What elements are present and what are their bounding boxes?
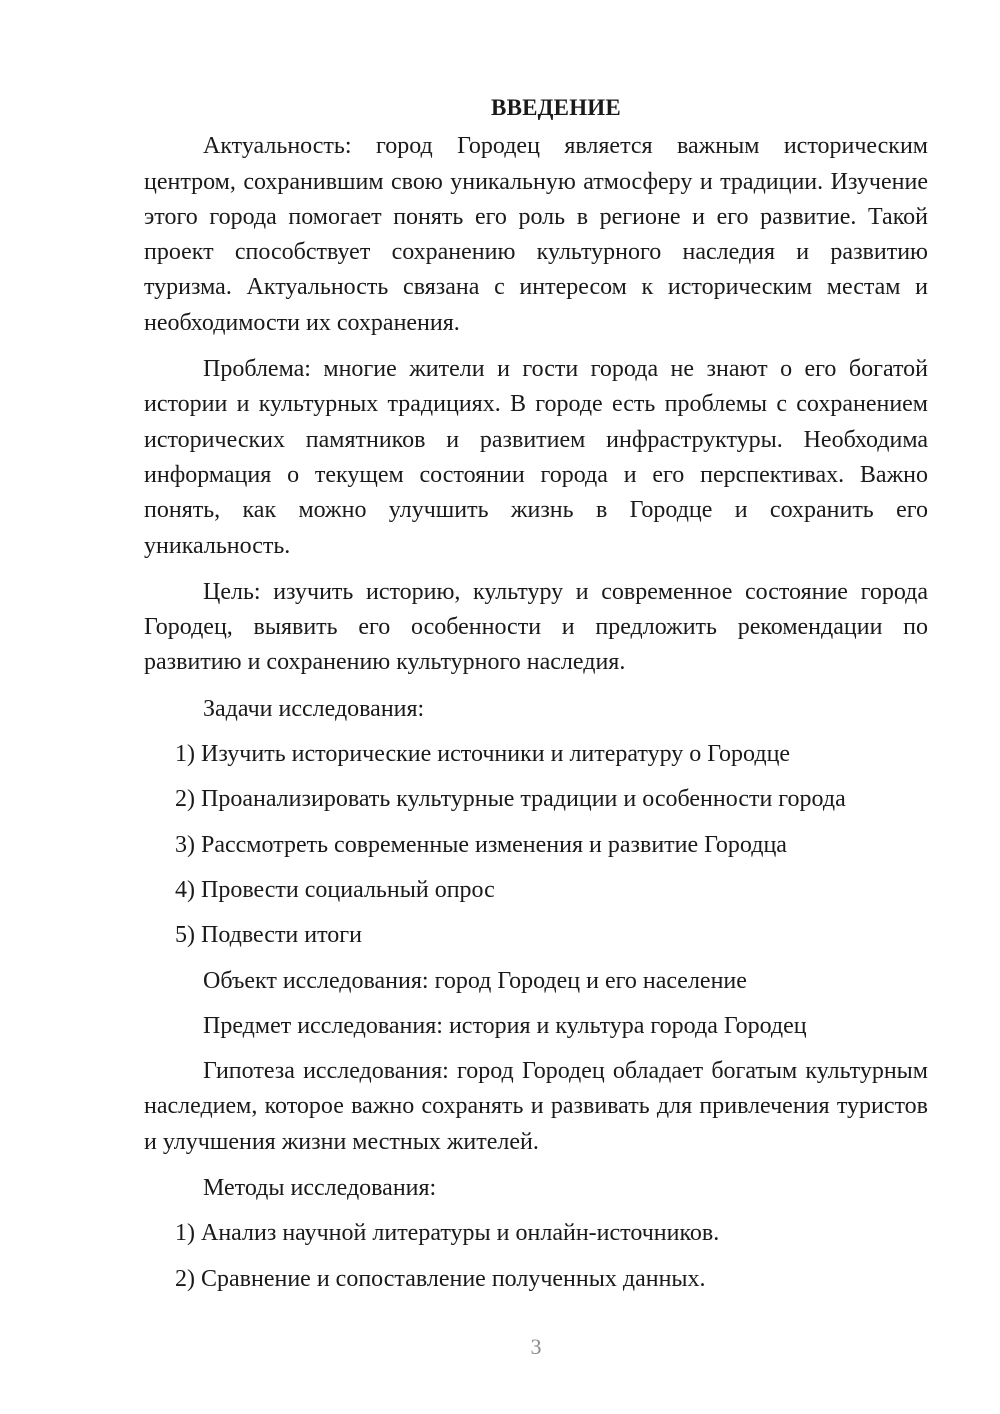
task-item: 3) Рассмотреть современные изменения и развитие Городца [175, 831, 787, 858]
page-content [144, 90, 928, 1307]
task-item: 4) Провести социальный опрос [175, 876, 495, 903]
problem-paragraph: Проблема: многие жители и гости города не знают о его богатой истории и культурных традициях. В городе есть проблемы с сохранением исторических памятников и развитием инфраструктуры. Необходима информация о текущем состоянии города и его перспективах. Важно понять, как можно улучшить жизнь в Городце и сохранить его уникальность. [144, 356, 928, 559]
method-item: 1) Анализ научной литературы и онлайн-источников. [175, 1220, 720, 1247]
page-title: ВВЕДЕНИЕ [491, 95, 621, 120]
page-number: 3 [530, 1334, 542, 1359]
goal-paragraph: Цель: изучить историю, культуру и современное состояние города Городец, выявить его особенности и предложить рекомендации по развитию и сохранению культурного наследия. [144, 578, 928, 676]
subject-line: Предмет исследования: история и культура города Городец [203, 1012, 807, 1039]
task-item: 1) Изучить исторические источники и литературу о Городце [175, 741, 791, 768]
object-line: Объект исследования: город Городец и его население [203, 967, 747, 994]
methods-label: Методы исследования: [203, 1175, 437, 1202]
tasks-label: Задачи исследования: [203, 695, 425, 722]
task-item: 2) Проанализировать культурные традиции и особенности города [175, 786, 846, 813]
method-item: 2) Сравнение и сопоставление полученных данных. [175, 1265, 706, 1292]
task-item: 5) Подвести итоги [175, 922, 362, 949]
hypothesis-paragraph: Гипотеза исследования: город Городец обладает богатым культурным наследием, которое важно сохранять и развивать для привлечения туристов и улучшения жизни местных жителей. [144, 1058, 928, 1155]
relevance-paragraph: Актуальность: город Городец является важным историческим центром, сохранившим свою уникальную атмосферу и традиции. Изучение этого города помогает понять его роль в регионе и его развитие. Такой проект способствует сохранению культурного наследия и развитию туризма. Актуальность связана с интересом к историческим местам и необходимости их сохранения. [144, 133, 928, 336]
